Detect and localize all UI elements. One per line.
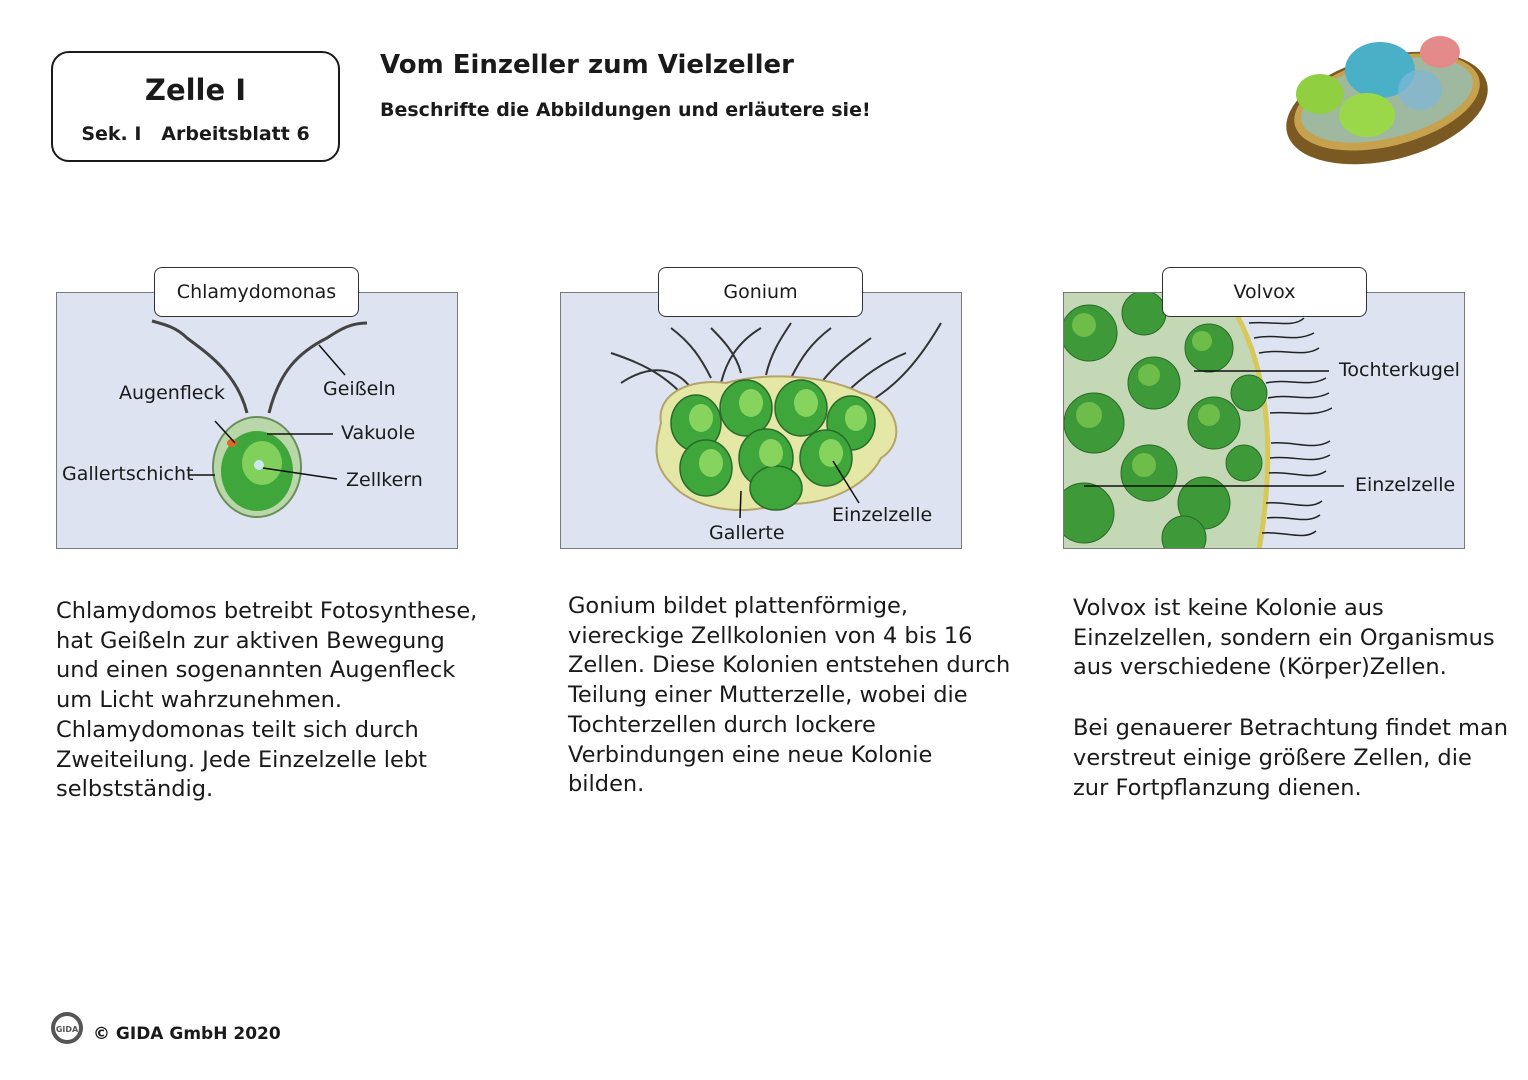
page-heading: Vom Einzeller zum Vielzeller xyxy=(380,50,794,80)
worksheet-subtitle: Sek. I Arbeitsblatt 6 xyxy=(81,123,310,145)
logo-text: GIDA xyxy=(55,1025,79,1034)
tab-gonium: Gonium xyxy=(658,267,863,317)
volvox-illustration xyxy=(1064,293,1465,549)
label-gallertschicht: Gallertschicht xyxy=(62,463,194,485)
desc-line: Zweiteilung. Jede Einzelzelle lebt xyxy=(56,746,427,773)
desc-line: Bei genauerer Betrachtung findet man xyxy=(1073,715,1509,742)
title-box xyxy=(51,51,340,162)
desc-line: Volvox ist keine Kolonie aus xyxy=(1073,595,1384,621)
paragraph-gap xyxy=(1073,683,1508,714)
tab-chlamydomonas: Chlamydomonas xyxy=(154,267,359,317)
desc-line: Zellen. Diese Kolonien entstehen durch xyxy=(568,652,1011,679)
desc-line: aus verschiedene (Körper)Zellen. xyxy=(1073,654,1447,681)
desc-line: selbstständig. xyxy=(56,776,214,803)
chlamydomonas-illustration xyxy=(57,293,458,549)
gonium-panel xyxy=(560,292,962,549)
plant-cell-illustration xyxy=(1280,30,1495,170)
instruction-text: Beschrifte die Abbildungen und erläutere sie! xyxy=(380,99,871,121)
desc-line: Tochterzellen durch lockere xyxy=(568,711,876,738)
volvox-panel xyxy=(1063,292,1465,549)
desc-line: Einzelzellen, sondern ein Organismus xyxy=(1073,624,1495,651)
label-zellkern: Zellkern xyxy=(346,469,423,491)
tab-volvox: Volvox xyxy=(1162,267,1367,317)
label-augenfleck: Augenfleck xyxy=(119,382,225,404)
desc-line: um Licht wahrzunehmen. xyxy=(56,687,343,714)
label-tochterkugel: Tochterkugel xyxy=(1339,359,1460,381)
desc-line: und einen sogenannten Augenfleck xyxy=(56,657,456,684)
chlamydomonas-panel xyxy=(56,292,458,549)
desc-line: Chlamydomonas teilt sich durch xyxy=(56,716,419,743)
desc-line: Teilung einer Mutterzelle, wobei die xyxy=(568,682,968,709)
desc-line: Verbindungen eine neue Kolonie xyxy=(568,741,933,768)
desc-line: Chlamydomos betreibt Fotosynthese, xyxy=(56,598,478,624)
label-einzelzelle-gonium: Einzelzelle xyxy=(832,504,933,526)
desc-line: zur Fortpflanzung dienen. xyxy=(1073,774,1362,801)
label-einzelzelle-volvox: Einzelzelle xyxy=(1355,474,1456,496)
label-geisseln: Geißeln xyxy=(323,378,396,400)
desc-line: Gonium bildet plattenförmige, xyxy=(568,593,908,619)
desc-line: bilden. xyxy=(568,771,645,798)
desc-line: viereckige Zellkolonien von 4 bis 16 xyxy=(568,622,973,649)
label-vakuole: Vakuole xyxy=(341,422,416,444)
worksheet-title: Zelle I xyxy=(144,73,247,107)
desc-line: verstreut einige größere Zellen, die xyxy=(1073,744,1472,771)
desc-line: hat Geißeln zur aktiven Bewegung xyxy=(56,627,445,654)
gida-logo xyxy=(50,1011,84,1045)
label-gallerte: Gallerte xyxy=(709,522,785,544)
gonium-description xyxy=(568,592,1010,800)
chlamydomonas-description xyxy=(56,597,477,805)
volvox-description xyxy=(1073,594,1508,803)
copyright: © GIDA GmbH 2020 xyxy=(93,1024,281,1044)
